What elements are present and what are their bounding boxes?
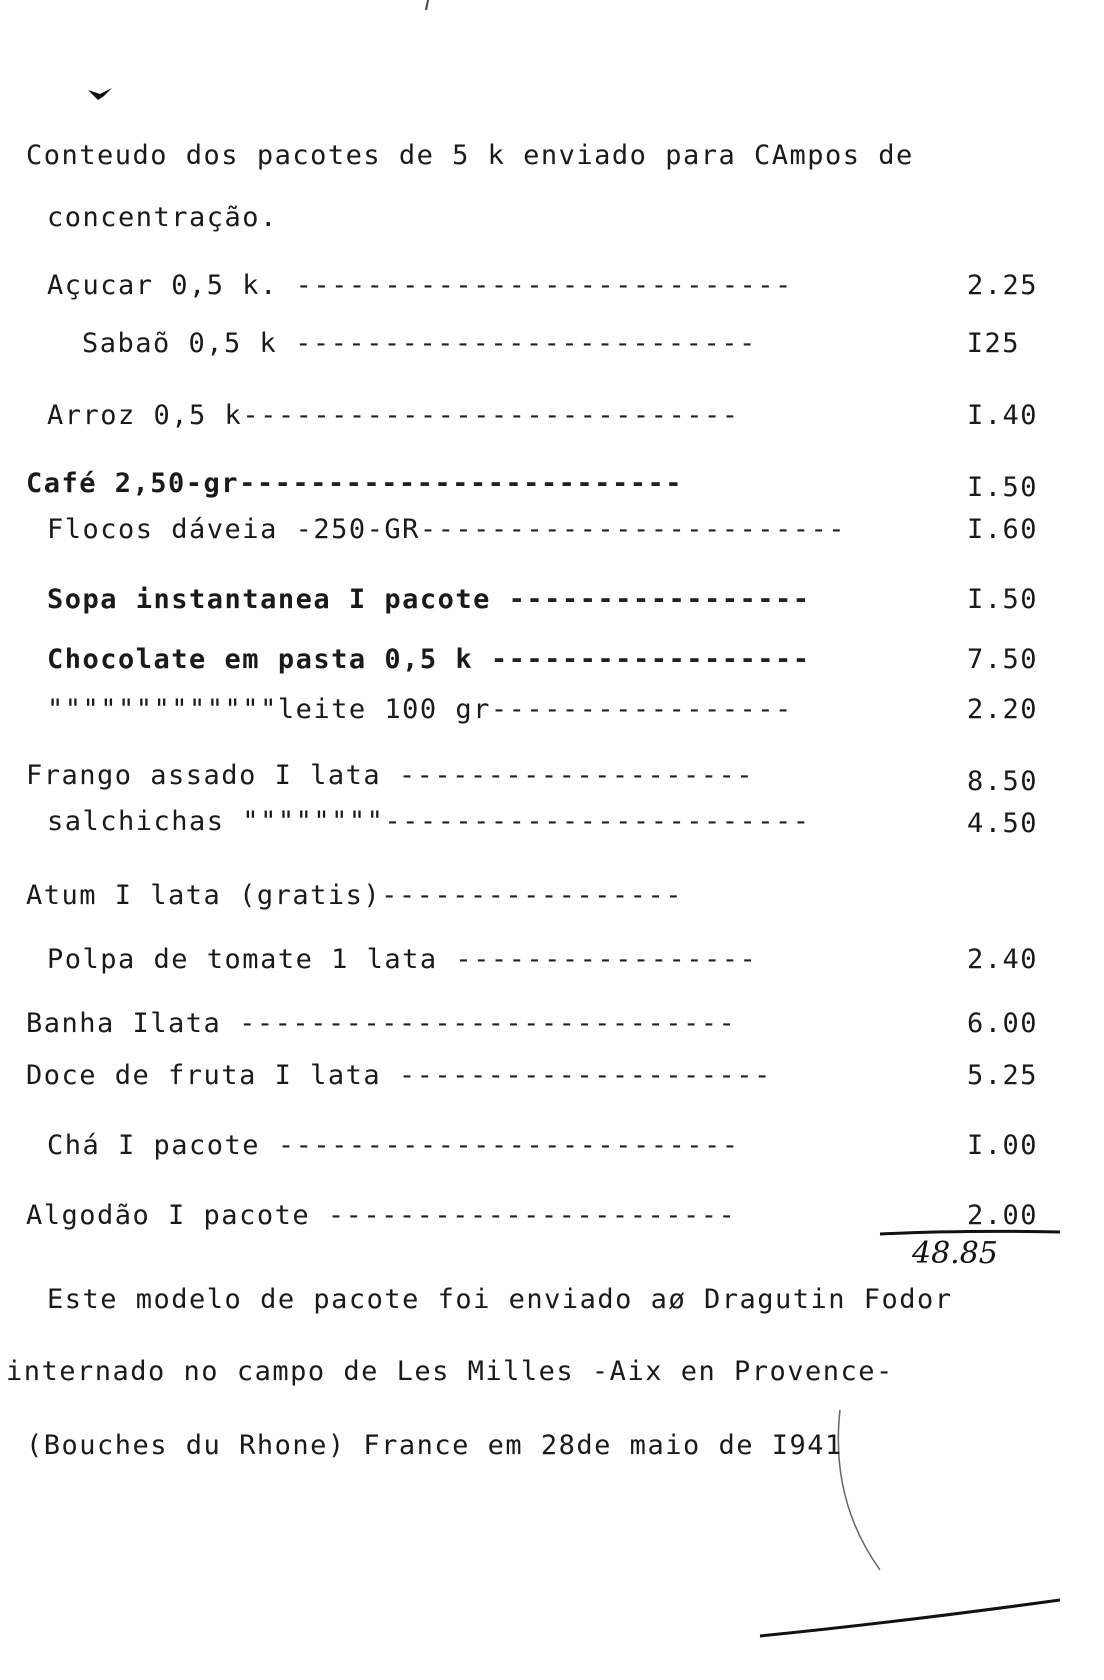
item-price: 4.50 bbox=[966, 808, 1038, 839]
item-price: 2.25 bbox=[966, 270, 1038, 301]
item-leader: -------------------- bbox=[381, 760, 754, 791]
item-label: """""""""""""leite 100 gr bbox=[47, 694, 491, 725]
item-leader: ------------------ bbox=[473, 644, 811, 675]
list-item bbox=[26, 1060, 772, 1092]
pen-stroke bbox=[838, 1410, 880, 1570]
list-item bbox=[47, 270, 793, 302]
item-label: Chá I pacote bbox=[47, 1130, 261, 1161]
item-label: Atum I lata (gratis) bbox=[26, 880, 382, 911]
item-label: Arroz 0,5 k bbox=[47, 400, 243, 431]
item-price: 2.20 bbox=[966, 694, 1038, 725]
list-item bbox=[47, 806, 811, 838]
item-label: Chocolate em pasta 0,5 k bbox=[47, 644, 474, 675]
list-item bbox=[26, 880, 683, 912]
item-price: I.50 bbox=[966, 472, 1038, 503]
item-label: Frango assado I lata bbox=[26, 760, 382, 791]
item-price: 2.00 bbox=[966, 1200, 1038, 1231]
item-leader: ----------------- bbox=[490, 694, 793, 725]
heading-line-1: Conteudo dos pacotes de 5 k enviado para CAmpos de bbox=[26, 140, 914, 171]
item-price: 7.50 bbox=[966, 644, 1038, 675]
item-price: I.00 bbox=[966, 1130, 1038, 1161]
item-label: Sabaõ 0,5 k bbox=[82, 328, 278, 359]
list-item bbox=[47, 1130, 739, 1162]
list-item bbox=[82, 328, 757, 360]
list-item bbox=[47, 944, 757, 976]
item-leader: ------------------------ bbox=[384, 806, 811, 837]
item-leader: ----------------------- bbox=[310, 1200, 737, 1231]
item-leader: -------------------------- bbox=[277, 328, 757, 359]
item-leader: ------------------------ bbox=[419, 514, 847, 545]
item-leader: ---------------------------- bbox=[221, 1008, 737, 1039]
list-item bbox=[47, 400, 739, 432]
list-item bbox=[26, 760, 754, 792]
footer-line-3: (Bouches du Rhone) France em 28de maio de I941 bbox=[26, 1430, 843, 1461]
footer-line-2: internado no campo de Les Milles -Aix en Provence- bbox=[6, 1356, 894, 1387]
item-price: I.40 bbox=[966, 400, 1038, 431]
item-label: Açucar 0,5 k. bbox=[47, 270, 278, 301]
item-label: Flocos dáveia -250-GR bbox=[47, 514, 420, 545]
item-price: I25 bbox=[966, 328, 1020, 359]
list-item bbox=[26, 1200, 736, 1232]
item-price: 2.40 bbox=[966, 944, 1038, 975]
item-price: 8.50 bbox=[966, 766, 1038, 797]
item-price: I.60 bbox=[966, 514, 1038, 545]
heading-line-2: concentração. bbox=[47, 202, 278, 233]
list-item bbox=[26, 468, 683, 500]
item-label: Sopa instantanea I pacote bbox=[47, 584, 491, 615]
handwritten-total: 48.85 bbox=[912, 1236, 998, 1271]
item-label: Doce de fruta I lata bbox=[26, 1060, 382, 1091]
item-price: I.50 bbox=[966, 584, 1038, 615]
list-item bbox=[26, 1008, 736, 1040]
item-label: Banha Ilata bbox=[26, 1008, 222, 1039]
item-leader: --------------------- bbox=[381, 1060, 772, 1091]
item-label: Polpa de tomate 1 lata bbox=[47, 944, 438, 975]
item-label: salchichas """""""" bbox=[47, 806, 385, 837]
footer-line-1: Este modelo de pacote foi enviado aø Dragutin Fodor bbox=[47, 1284, 953, 1315]
arrow-mark bbox=[88, 88, 112, 100]
list-item bbox=[47, 694, 793, 726]
signature-line bbox=[760, 1600, 1060, 1636]
top-mark bbox=[426, 0, 428, 10]
list-item bbox=[47, 644, 811, 676]
item-leader: ---------------------------- bbox=[242, 400, 740, 431]
list-item bbox=[47, 584, 811, 616]
item-price: 5.25 bbox=[966, 1060, 1038, 1091]
item-leader: ------------------------- bbox=[239, 468, 683, 499]
item-leader: ----------------- bbox=[381, 880, 683, 911]
list-item bbox=[47, 514, 846, 546]
item-leader: ---------------------------- bbox=[277, 270, 793, 301]
item-leader: -------------------------- bbox=[260, 1130, 740, 1161]
item-label: Café 2,50-gr bbox=[26, 468, 240, 499]
item-label: Algodão I pacote bbox=[26, 1200, 311, 1231]
item-price: 6.00 bbox=[966, 1008, 1038, 1039]
item-leader: ----------------- bbox=[490, 584, 811, 615]
item-leader: ----------------- bbox=[437, 944, 758, 975]
